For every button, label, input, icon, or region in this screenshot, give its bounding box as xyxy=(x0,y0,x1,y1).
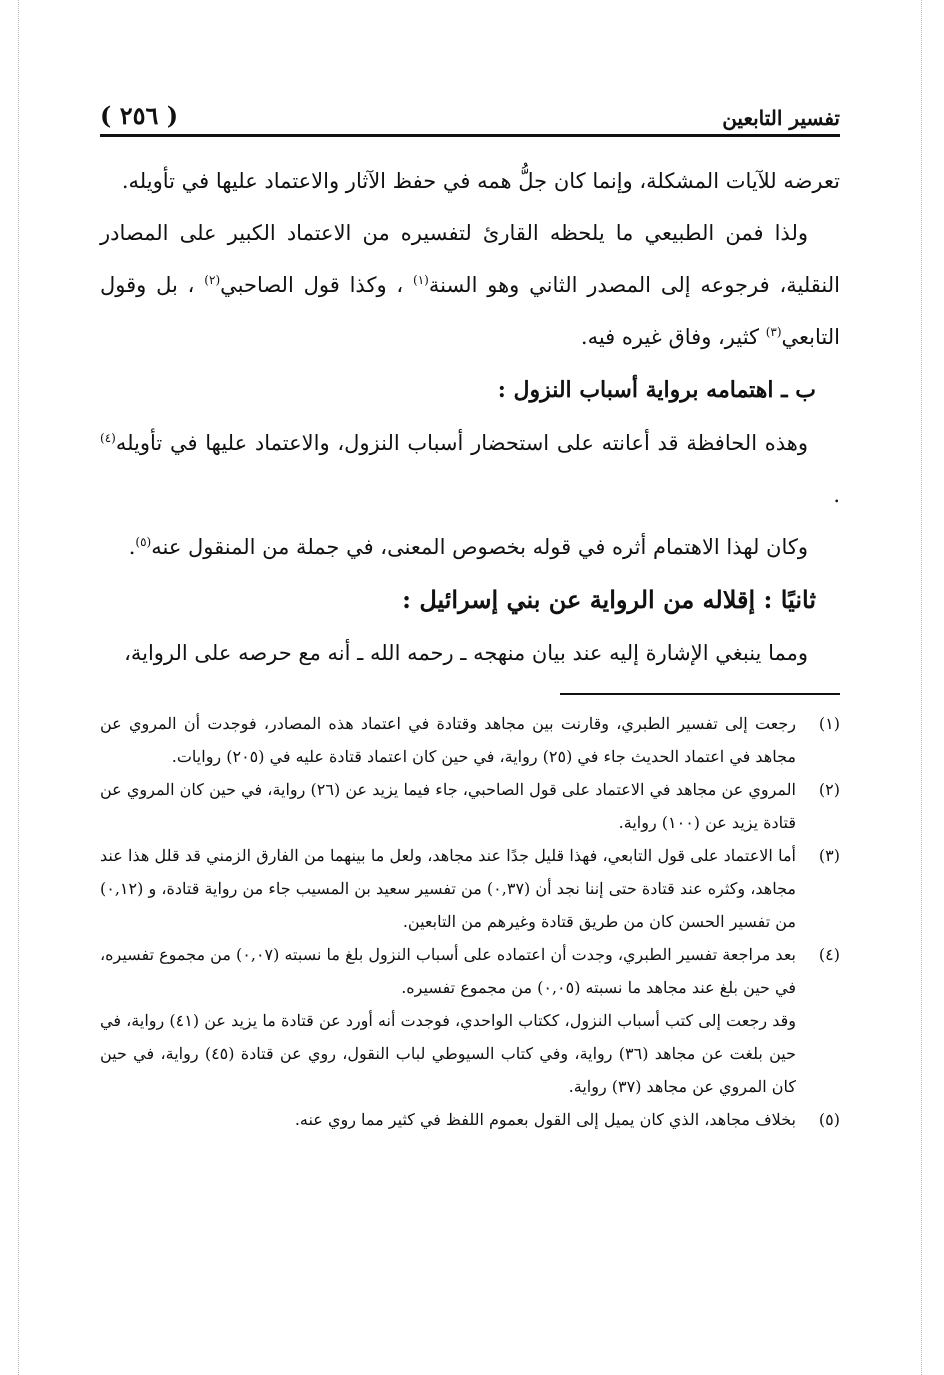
paragraph-2-text-c: ، بل وقول التابعي xyxy=(100,273,840,349)
paragraph-3-text-b: . xyxy=(833,483,840,507)
scan-edge-right xyxy=(921,0,922,1375)
running-header xyxy=(100,90,840,137)
footnote-number: (١) xyxy=(818,714,840,733)
running-title: تفسير التابعين xyxy=(722,106,840,130)
footnote-separator xyxy=(560,693,840,695)
footnote-number: (٢) xyxy=(818,780,840,799)
footnote-separator-wrap xyxy=(100,679,840,707)
footnote-1 xyxy=(100,707,840,773)
paragraph-2-text-d: كثير، وفاق غيره فيه. xyxy=(580,325,766,349)
paragraph-4 xyxy=(100,521,840,573)
footnote-2 xyxy=(100,773,840,839)
footnote-text: المروي عن مجاهد في الاعتماد على قول الصاحبي، جاء فيما يزيد عن (٢٦) رواية، في حين كان المروي عن قتادة يزيد عن (١٠٠) رواية. xyxy=(100,780,796,832)
footnotes xyxy=(100,707,840,1136)
section-heading-b: ب ـ اهتمامه برواية أسباب النزول : xyxy=(497,377,816,403)
footnote-number: (٣) xyxy=(818,846,840,865)
footnote-marker-1: (١) xyxy=(413,273,429,287)
paragraph-3-text-a: وهذه الحافظة قد أعانته على استحضار أسباب النزول، والاعتماد عليها في تأويله xyxy=(115,431,808,455)
footnote-3 xyxy=(100,839,840,938)
paragraph-3 xyxy=(100,417,840,521)
footnote-4 xyxy=(100,938,840,1004)
footnote-marker-4: (٤) xyxy=(100,431,116,445)
paragraph-4-text-a: وكان لهذا الاهتمام أثره في قوله بخصوص المعنى، في جملة من المنقول عنه xyxy=(151,535,808,559)
paragraph-4-text-b: . xyxy=(128,535,136,559)
paragraph-2-text-a: ولذا فمن الطبيعي ما يلحظه القارئ لتفسيره من الاعتماد الكبير على المصادر النقلية، فرجوعه إلى المصدر الثاني وهو السنة xyxy=(100,221,840,297)
document-page xyxy=(100,90,840,1136)
paragraph-5: ومما ينبغي الإشارة إليه عند بيان منهجه ـ رحمه الله ـ أنه مع حرصه على الرواية، xyxy=(124,641,808,665)
footnote-marker-5: (٥) xyxy=(135,535,152,549)
footnote-text: أما الاعتماد على قول التابعي، فهذا قليل جدًا عند مجاهد، ولعل ما بينهما من الفارق الزمني قد قلل هذا عند مجاهد، وكثره عند قتادة حتى إننا نجد أن (٠,٣٧) من تفسير سعيد بن المسيب جاء من رواية قتادة، و (٠,١٢) من تفسير الحسن كان من طريق قتادة وغيرهم من التابعين. xyxy=(100,846,797,931)
scan-edge-left xyxy=(18,0,19,1375)
section-heading-2: ثانيًا : إقلاله من الرواية عن بني إسرائيل : xyxy=(402,585,816,614)
footnote-number: (٤) xyxy=(818,945,840,964)
footnote-text: رجعت إلى تفسير الطبري، وقارنت بين مجاهد وقتادة في اعتماد هذه المصادر، فوجدت أن المروي عن مجاهد في اعتماد الحديث جاء في (٢٥) رواية، في حين كان اعتماد قتادة عليه في (٢٠٥) روايات. xyxy=(100,714,796,766)
footnote-marker-2: (٢) xyxy=(204,273,221,287)
paragraph-2-text-b: ، وكذا قول الصاحبي xyxy=(220,273,414,297)
main-text xyxy=(100,155,840,679)
paragraph-1: تعرضه للآيات المشكلة، وإنما كان جلُّ همه في حفظ الآثار والاعتماد عليها في تأويله. xyxy=(121,169,840,193)
page-number: ( ٢٥٦ ) xyxy=(100,101,179,130)
footnote-number: (٥) xyxy=(818,1110,840,1129)
footnote-marker-3: (٣) xyxy=(765,325,782,339)
footnote-text: بعد مراجعة تفسير الطبري، وجدت أن اعتماده على أسباب النزول بلغ ما نسبته (٠,٠٧) من مجموع تفسيره، في حين بلغ عند مجاهد ما نسبته (٠,٠٥) من مجموع تفسيره. xyxy=(100,945,797,997)
paragraph-2 xyxy=(100,207,840,363)
footnote-text: بخلاف مجاهد، الذي كان يميل إلى القول بعموم اللفظ في كثير مما روي عنه. xyxy=(294,1110,796,1129)
footnote-4-continuation: وقد رجعت إلى كتب أسباب النزول، ككتاب الواحدي، فوجدت أنه أورد عن قتادة ما يزيد عن (٤١) رواية، في حين بلغت عن مجاهد (٣٦) رواية، وفي كتاب السيوطي لباب النقول، روي عن قتادة (٤٥) رواية، في حين كان المروي عن مجاهد (٣٧) رواية. xyxy=(100,1011,797,1096)
footnote-5 xyxy=(100,1103,840,1136)
